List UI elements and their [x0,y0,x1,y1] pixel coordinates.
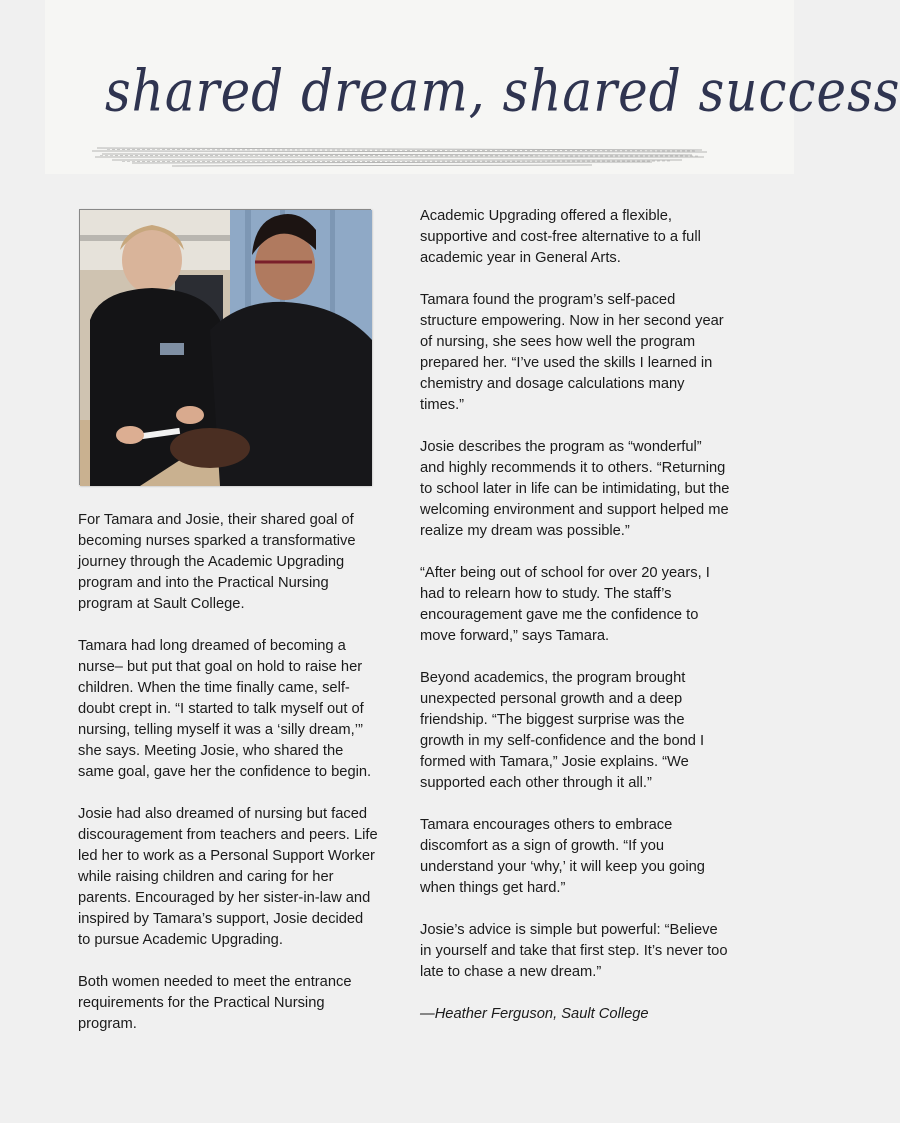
paragraph: Josie’s advice is simple but powerful: “Believe in yourself and take that first step. It’s never too late to chase a new dream.” [420,922,728,980]
brush-stroke-decoration [92,140,712,170]
paragraph: Josie describes the program as “wonderful” and highly recommends it to others. “Returning to school later in life can be intimidating, but the welcoming environment and support helped me realize my dream was possible.” [420,439,730,539]
paragraph: “After being out of school for over 20 years, I had to relearn how to study. The staff’s encouragement gave me the confidence to move forward,” says Tamara. [420,565,710,644]
paragraph: Josie had also dreamed of nursing but faced discouragement from teachers and peers. Life led her to work as a Personal Support Worker while raising children and caring for her parents. Encouraged by her sister-in-law and inspired by Tamara’s support, Josie decided to pursue Academic Upgrading. [78,806,378,948]
right-column [420,206,730,1046]
left-column [78,510,378,1056]
paragraph: Tamara found the program’s self-paced structure empowering. Now in her second year of nursing, she sees how well the program prepared her. “I’ve used the skills I learned in chemistry and dosage calculations many times.” [420,292,724,413]
paragraph: Both women needed to meet the entrance requirements for the Practical Nursing program. [78,974,352,1032]
photo-of-two-nursing-students-icon [80,210,372,486]
author-signature: —Heather Ferguson, Sault College [420,1006,649,1022]
paragraph: Academic Upgrading offered a flexible, supportive and cost-free alternative to a full academic year in General Arts. [420,208,701,266]
photo [79,209,371,485]
paragraph: For Tamara and Josie, their shared goal of becoming nurses sparked a transformative journey through the Academic Upgrading program and into the Practical Nursing program at Sault College. [78,512,356,612]
paragraph: Tamara encourages others to embrace discomfort as a sign of growth. “If you understand your ‘why,’ it will keep you going when things get hard.” [420,817,705,896]
page-title: shared dream, shared success [105,57,900,125]
paragraph: Tamara had long dreamed of becoming a nurse– but put that goal on hold to raise her children. When the time finally came, self-doubt crept in. “I started to talk myself out of nursing, telling myself it was a ‘silly dream,’” she says. Meeting Josie, who shared the same goal, gave her the confidence to begin. [78,638,372,780]
paragraph: Beyond academics, the program brought unexpected personal growth and a deep friendship. “The biggest surprise was the growth in my self-confidence and the bond I formed with Tamara,” Josie explains. “We supported each other through it all.” [420,670,705,791]
